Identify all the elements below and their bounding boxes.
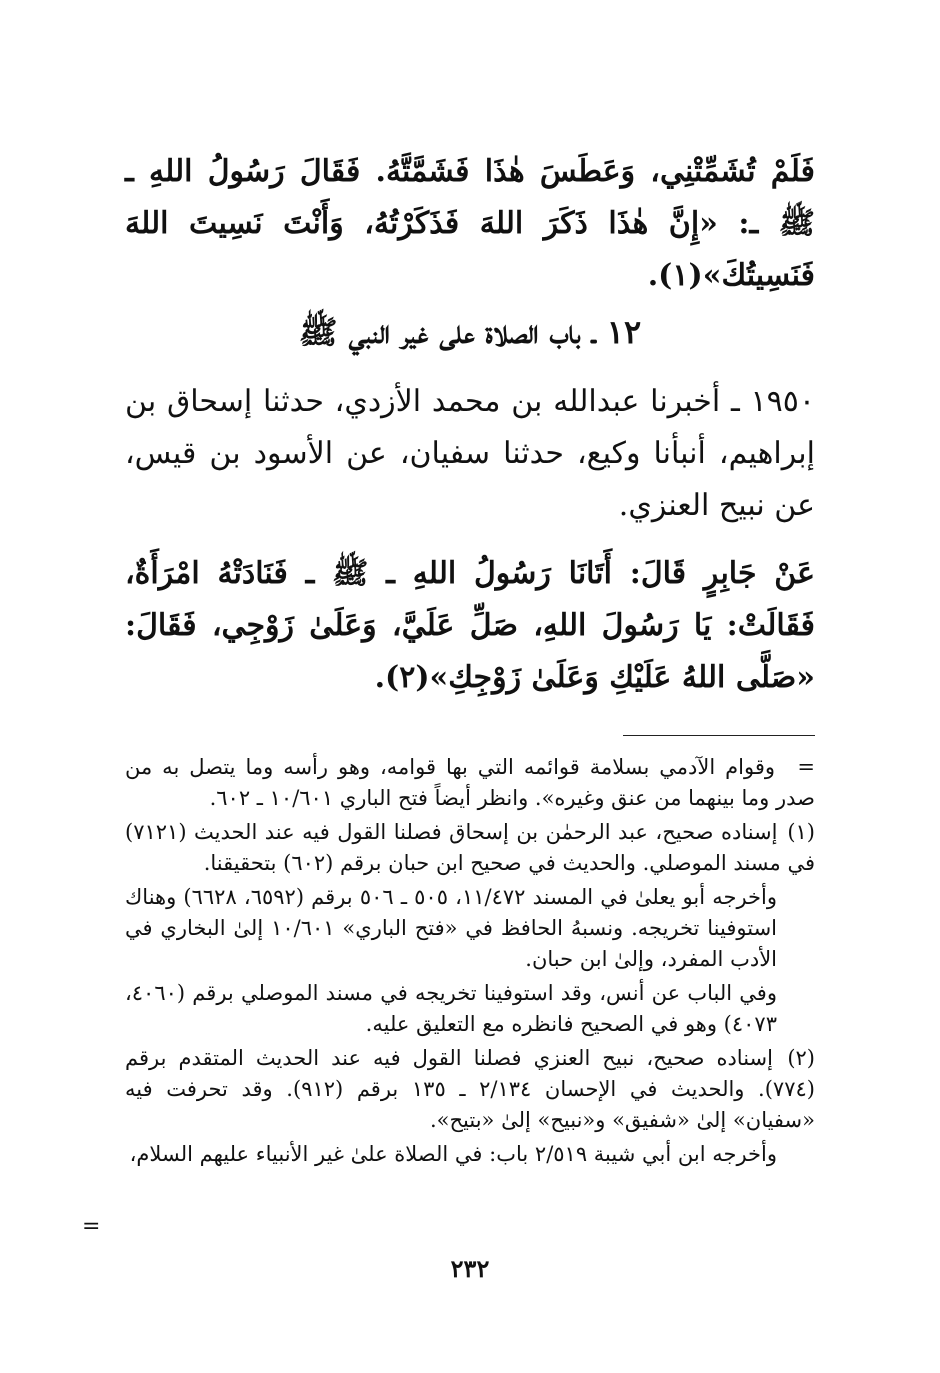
footnote-2 bbox=[125, 1043, 815, 1136]
footnote-2-paragraph-2-text: وأخرجه ابن أبي شيبة ٢/٥١٩ باب: في الصلاة علىٰ غير الأنبياء عليهم السلام، bbox=[129, 1142, 777, 1166]
footnote-1-paragraph-2: وأخرجه أبو يعلىٰ في المسند ١١/٤٧٢، ٥٠٥ ـ ٥٠٦ برقم (٦٥٩٢، ٦٦٢٨) وهناك استوفينا تخريجه. ونسبهُ الحافظ في «فتح الباري» ١٠/٦٠١ إلىٰ البخاري في الأدب المفرد، وإلىٰ ابن حبان. bbox=[125, 885, 778, 971]
chapter-heading: ١٢ ـ باب الصلاة على غير النبي ﷺ bbox=[298, 313, 642, 351]
footnote-2-paragraph-2 bbox=[125, 1139, 815, 1170]
footnote-1-text: إسناده صحيح، عبد الرحمٰن بن إسحاق فصلنا القول فيه عند الحديث (٧١٢١) في مسند الموصلي. والحديث في صحيح ابن حبان برقم (٦٠٢) بتحقيقنا. bbox=[125, 820, 815, 875]
continuation-mark: = bbox=[797, 755, 815, 779]
footnote-1 bbox=[125, 817, 815, 879]
footnote-divider bbox=[623, 735, 815, 736]
footnote-1-paragraph-3: وفي الباب عن أنس، وقد استوفينا تخريجه في مسند الموصلي برقم (٤٠٦٠، ٤٠٧٣) وهو في الصحيح فانظره مع التعليق عليه. bbox=[125, 981, 777, 1036]
footnote-continuation-text: وقوام الآدمي بسلامة قوائمه التي بها قوامه، وهو رأسه وما يتصل به من صدر وما بينهما من عنق وغيره». وانظر أيضاً فتح الباري ١٠/٦٠١ ـ ٦٠٢. bbox=[125, 755, 815, 810]
page-end-continuation-mark: = bbox=[82, 1214, 101, 1239]
hadith-isnad-1950: ١٩٥٠ ـ أخبرنا عبدالله بن محمد الأزدي، حدثنا إسحاق بن إبراهيم، أنبأنا وكيع، حدثنا سفيان، عن الأسود بن قيس، عن نبيح العنزي. bbox=[125, 384, 815, 523]
footnote-2-text: إسناده صحيح، نبيح العنزي فصلنا القول فيه عند الحديث المتقدم برقم (٧٧٤). والحديث في الإحسان ٢/١٣٤ ـ ١٣٥ برقم (٩١٢). وقد تحرفت فيه «سفيان» إلىٰ «شفيق» و«نبيح» إلىٰ «بتيح». bbox=[125, 1046, 815, 1132]
footnote-1-number: (١) bbox=[787, 820, 815, 844]
footnotes bbox=[125, 752, 815, 1173]
footnote-2-number: (٢) bbox=[787, 1046, 815, 1070]
page-number: ٢٣٢ bbox=[450, 1254, 490, 1283]
footnote-continuation bbox=[125, 752, 815, 814]
top-paragraph: فَلَمْ تُشَمِّتْنِي، وَعَطَسَ هٰذَا فَشَمَّتَّهُ. فَقَالَ رَسُولُ اللهِ ـ ﷺ ـ: «إِنَّ هٰذَا ذَكَرَ اللهَ فَذَكَرْتُهُ، وَأَنْتَ نَسِيتَ اللهَ فَنَسِيتُكَ»(١). bbox=[125, 154, 815, 293]
hadith-matn: عَنْ جَابِرٍ قَالَ: أَتَانَا رَسُولُ اللهِ ـ ﷺ ـ فَنَادَتْهُ امْرَأَةٌ، فَقَالَتْ: يَا رَسُولَ اللهِ، صَلِّ عَلَيَّ، وَعَلَىٰ زَوْجِي، فَقَالَ: «صَلَّى اللهُ عَلَيْكِ وَعَلَىٰ زَوْجِكِ»(٢). bbox=[125, 556, 815, 695]
